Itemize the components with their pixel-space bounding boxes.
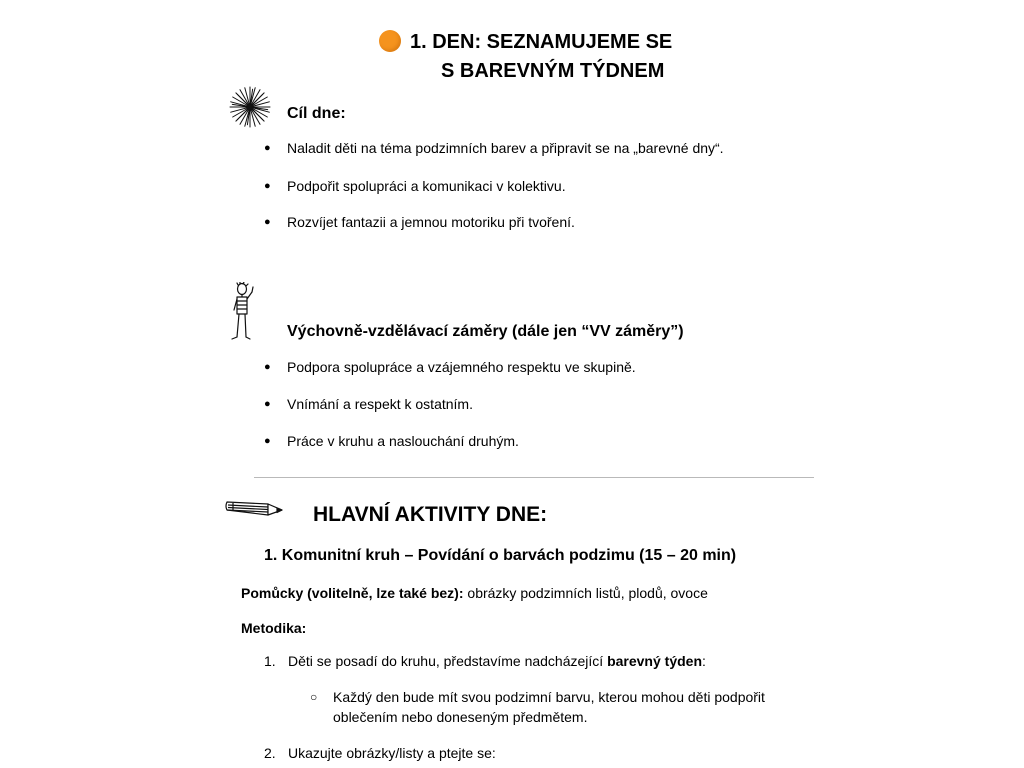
tools-paragraph [241,584,708,602]
child-figure-icon [227,282,259,342]
main-activities-heading: HLAVNÍ AKTIVITY DNE: [313,503,548,526]
activity-1-heading: 1. Komunitní kruh – Povídání o barvách podzimu (15 – 20 min) [264,547,737,564]
goal-list-item [264,177,566,195]
bullet-icon: ● [264,435,271,447]
sub-item-line: Každý den bude mít svou podzimní barvu, kterou mohou děti podpořit [333,689,765,705]
vv-list-item [264,358,636,376]
step-text: Děti se posadí do kruhu, představíme nadcházející [288,653,608,669]
goal-list-item [264,139,724,157]
method-label: Metodika: [241,620,307,636]
method-sub-item [310,688,765,726]
bullet-icon: ● [264,398,271,410]
step-text-bold: barevný týden [607,653,703,669]
vv-list-item [264,395,473,413]
bullet-icon: ● [264,216,271,228]
page-title-line-2: S BAREVNÝM TÝDNEM [441,60,665,82]
goal-item-text: Naladit děti na téma podzimních barev a připravit se na „barevné dny“. [287,140,724,156]
vv-item-text: Práce v kruhu a naslouchání druhým. [287,433,519,449]
vv-heading: Výchovně-vzdělávací záměry (dále jen “VV záměry”) [287,323,684,340]
method-step [264,744,496,762]
tools-text: obrázky podzimních listů, plodů, ovoce [463,585,708,601]
sunburst-icon [229,86,271,128]
bullet-icon: ● [264,361,271,373]
orange-circle-icon [379,30,401,52]
vv-list-item [264,432,519,450]
page-title-line-1: 1. DEN: SEZNAMUJEME SE [410,31,673,53]
goal-heading: Cíl dne: [287,105,346,122]
bullet-icon: ● [264,142,271,154]
pencil-icon [224,497,286,521]
vv-item-text: Vnímání a respekt k ostatním. [287,396,473,412]
bullet-icon: ● [264,180,271,192]
step-text: Ukazujte obrázky/listy a ptejte se: [288,745,496,761]
vv-item-text: Podpora spolupráce a vzájemného respektu ve skupině. [287,359,636,375]
method-step [264,652,706,670]
tools-label: Pomůcky (volitelně, lze také bez): [241,585,464,601]
step-number: 2. [264,745,276,761]
goal-item-text: Rozvíjet fantazii a jemnou motoriku při tvoření. [287,214,575,230]
goal-list-item [264,213,575,231]
hollow-bullet-icon: ○ [310,690,318,704]
step-number: 1. [264,653,276,669]
sub-item-line: oblečením nebo doneseným předmětem. [333,709,588,725]
section-divider [254,477,814,478]
step-text-end: : [702,653,706,669]
goal-item-text: Podpořit spolupráci a komunikaci v kolektivu. [287,178,566,194]
